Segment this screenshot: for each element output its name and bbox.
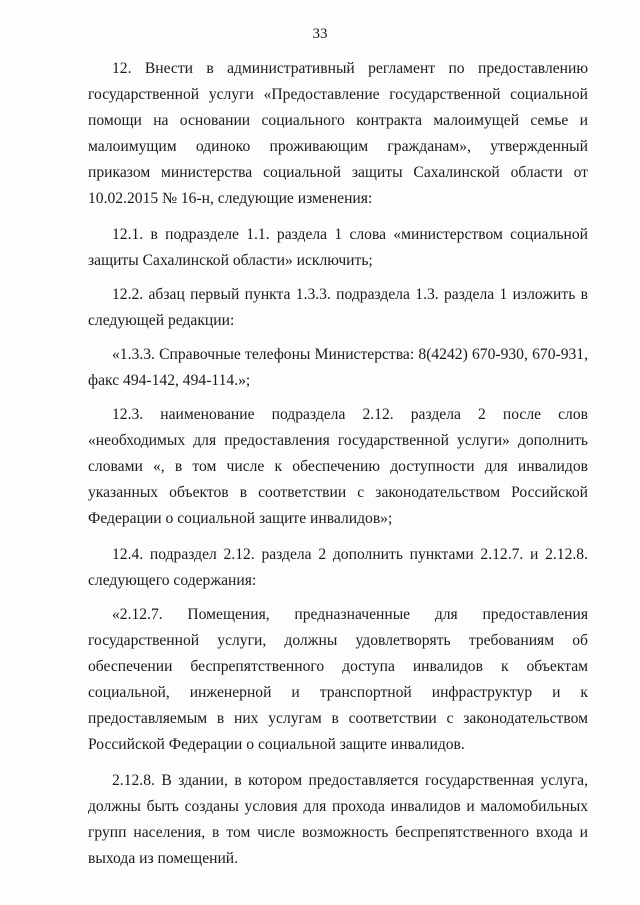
page-number: 33 [312,26,328,42]
document-body [88,56,588,882]
paragraph-12-4: 12.4. подраздел 2.12. раздела 2 дополнить пунктами 2.12.7. и 2.12.8. следующего содержания: [88,546,588,589]
paragraph-12-2: 12.2. абзац первый пункта 1.3.3. подраздела 1.3. раздела 1 изложить в следующей редакции: [88,286,588,329]
paragraph-12-3: 12.3. наименование подраздела 2.12. раздела 2 после слов «необходимых для предоставления государственной услуги» дополнить словами «, в том числе к обеспечению доступности для инвалидов указанных объектов в соответствии с законодательством Российской Федерации о социальной защите инвалидов»; [88,406,588,527]
paragraph-1-3-3-quote: «1.3.3. Справочные телефоны Министерства: 8(4242) 670-930, 670-931, факс 494-142, 494-114.»; [88,346,588,389]
paragraph-2-12-7: «2.12.7. Помещения, предназначенные для предоставления государственной услуги, должны удовлетворять требованиям об обеспечении беспрепятственного доступа инвалидов к объектам социальной, инженерной и транспортной инфраструктур и к предоставляемым в них услугам в соответствии с законодательством Российской Федерации о социальной защите инвалидов. [88,606,588,753]
paragraph-12: 12. Внести в административный регламент по предоставлению государственной услуги «Предоставление государственной социальной помощи на основании социального контракта малоимущей семье и малоимущим одиноко проживающим гражданам», утвержденный приказом министерства социальной защиты Сахалинской области от 10.02.2015 № 16-н, следующие изменения: [88,60,588,207]
paragraph-12-1: 12.1. в подразделе 1.1. раздела 1 слова «министерством социальной защиты Сахалинской области» исключить; [88,226,588,269]
paragraph-2-12-8: 2.12.8. В здании, в котором предоставляется государственная услуга, должны быть созданы условия для прохода инвалидов и маломобильных групп населения, в том числе возможность беспрепятственного входа и выхода из помещений. [88,772,588,867]
